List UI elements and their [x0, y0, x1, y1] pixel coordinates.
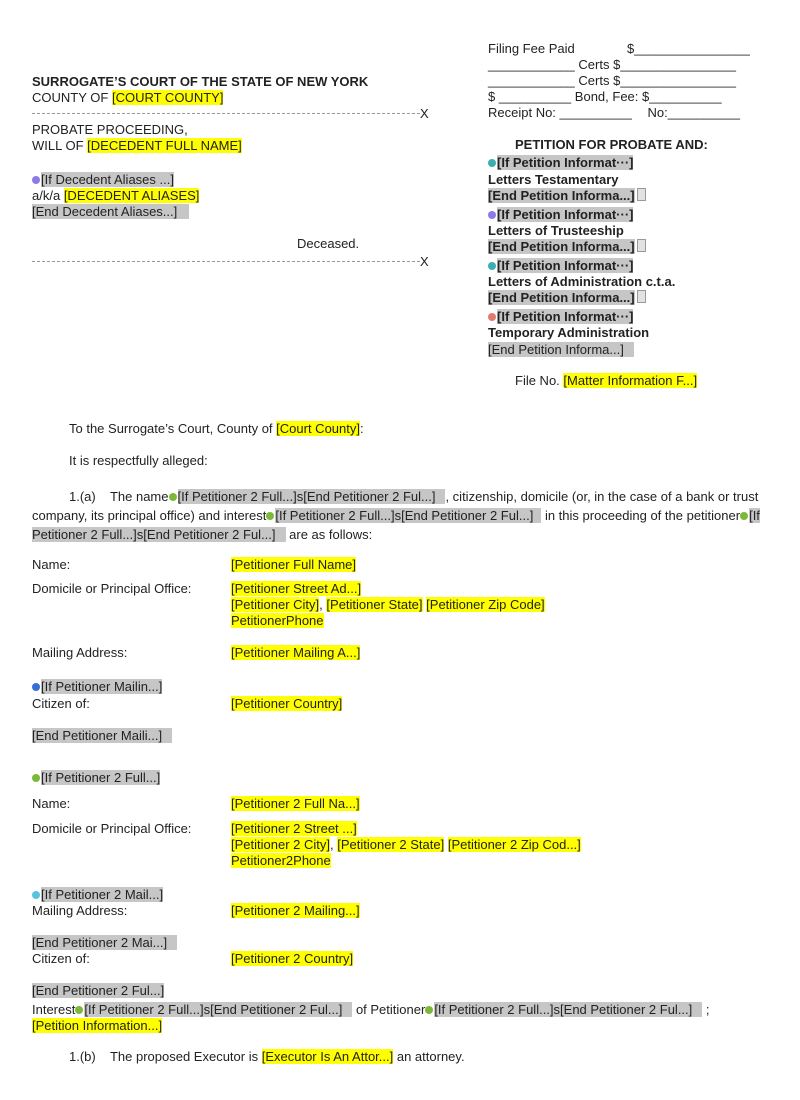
- end-petitioner2-full-line: [End Petitioner 2 Ful...]: [32, 983, 165, 998]
- fee-line-filing-amount: $________________: [627, 41, 750, 56]
- letters-administration: Letters of Administration c.t.a.: [488, 274, 676, 289]
- name-label-2: Name:: [32, 796, 71, 811]
- temporary-administration: Temporary Administration: [488, 325, 650, 340]
- aka-line: a/k/a [DECEDENT ALIASES]: [32, 188, 200, 203]
- letters-testamentary: Letters Testamentary: [488, 172, 619, 187]
- will-of-line: WILL OF [DECEDENT FULL NAME]: [32, 138, 242, 153]
- to-court-line: To the Surrogate’s Court, County of [Court County]:: [69, 421, 364, 436]
- petition-heading: PETITION FOR PROBATE AND:: [515, 137, 708, 152]
- decedent-aliases-field[interactable]: [DECEDENT ALIASES]: [63, 188, 200, 203]
- petition-information-line: [32, 1018, 162, 1034]
- paragraph-1b: 1.(b) The proposed Executor is [Executor Is An Attor...] an attorney.: [69, 1049, 465, 1064]
- mailing-label: Mailing Address:: [32, 645, 128, 660]
- if-petition-info-3: [If Petition Informat···]: [488, 258, 633, 274]
- caption-x-top: X: [420, 106, 429, 121]
- end-petition-info-4: [End Petition Informa...]: [488, 342, 634, 358]
- caption-x-bottom: X: [420, 254, 429, 269]
- end-petition-info-1: [End Petition Informa...]: [488, 188, 646, 204]
- petitioner-state-field[interactable]: [Petitioner State]: [326, 597, 423, 612]
- condition-dot-icon: [32, 683, 40, 691]
- alleged-line: It is respectfully alleged:: [69, 453, 208, 468]
- if-petitioner-mailing-line: [If Petitioner Mailin...]: [32, 679, 162, 695]
- fee-line-bond: $ __________ Bond, Fee: $__________: [488, 89, 722, 104]
- citizen-label-2: Citizen of:: [32, 951, 90, 966]
- if-petitioner2-line: [If Petitioner 2 Full...]: [32, 770, 160, 786]
- executor-attorney-field[interactable]: [Executor Is An Attor...]: [261, 1049, 394, 1064]
- petitioner-mailing-field: [Petitioner Mailing A...]: [231, 645, 361, 660]
- condition-dot-icon: [169, 493, 177, 501]
- name-label: Name:: [32, 557, 71, 572]
- if-petition-info-4: [If Petition Informat···]: [488, 309, 633, 325]
- fee-line-certs-2: ____________ Certs $________________: [488, 73, 736, 88]
- petitioner2-mailing-field: [Petitioner 2 Mailing...]: [231, 903, 360, 918]
- caption-rule-top: [32, 113, 420, 114]
- end-aliases-field[interactable]: [End Decedent Aliases...]: [32, 204, 178, 219]
- petitioner2-full-name-field: [Petitioner 2 Full Na...]: [231, 796, 360, 811]
- condition-dot-icon: [32, 774, 40, 782]
- condition-dot-icon: [740, 512, 748, 520]
- domicile-label-2: Domicile or Principal Office:: [32, 821, 192, 836]
- petitioner2-country-field: [Petitioner 2 Country]: [231, 951, 354, 966]
- petitioner2-city-state-zip: [Petitioner 2 City], [Petitioner 2 State] [Petitioner 2 Zip Cod...]: [231, 837, 581, 852]
- condition-dot-icon: [488, 313, 496, 321]
- petitioner2-phone-field: Petitioner2Phone: [231, 853, 331, 868]
- condition-dot-icon: [266, 512, 274, 520]
- paragraph-1a: 1.(a) The name [If Petitioner 2 Full...]s[End Petitioner 2 Ful...] , citizenship, domicile (or, in the case of a bank or trust company, its principal office) and interest [If Petitioner 2 Full...]s[End Petitioner 2 Ful...] in this proceeding of the petitioner [If Petitioner 2 Full...]s[End Petitioner 2 Ful...] are as follows:: [32, 489, 760, 542]
- petitioner2-city-field[interactable]: [Petitioner 2 City]: [231, 837, 330, 852]
- citizen-label: Citizen of:: [32, 696, 90, 711]
- end-petition-info-2: [End Petition Informa...]: [488, 239, 646, 255]
- condition-dot-icon: [425, 1006, 433, 1014]
- condition-dot-icon: [488, 262, 496, 270]
- filing-fee-label: Filing Fee Paid: [488, 41, 575, 56]
- petitioner-street-field: [Petitioner Street Ad...]: [231, 581, 362, 596]
- fee-line-filing: [488, 41, 575, 57]
- probate-proceeding: PROBATE PROCEEDING,: [32, 122, 188, 137]
- if-petition-info-2: [If Petition Informat···]: [488, 207, 633, 223]
- checkbox-icon: [637, 188, 646, 201]
- letters-trusteeship: Letters of Trusteeship: [488, 223, 624, 238]
- if-aliases-field[interactable]: [If Decedent Aliases ...]: [41, 172, 174, 187]
- petitioner-city-field[interactable]: [Petitioner City]: [231, 597, 320, 612]
- petition-information-field[interactable]: [Petition Information...]: [32, 1018, 163, 1033]
- end-petition-info-3: [End Petition Informa...]: [488, 290, 646, 306]
- fee-line-receipt: Receipt No: __________ No:__________: [488, 105, 741, 120]
- checkbox-icon: [637, 290, 646, 303]
- petitioner2-state-field[interactable]: [Petitioner 2 State]: [337, 837, 445, 852]
- condition-dot-icon: [32, 176, 40, 184]
- condition-dot-icon: [488, 211, 496, 219]
- petitioner-phone-field: PetitionerPhone: [231, 613, 324, 628]
- end-petitioner2-mail-line: [End Petitioner 2 Mai...]: [32, 935, 177, 951]
- petitioner2-zip-field[interactable]: [Petitioner 2 Zip Cod...]: [447, 837, 581, 852]
- petitioner-zip-field[interactable]: [Petitioner Zip Code]: [426, 597, 545, 612]
- court-county-field[interactable]: [COURT COUNTY]: [111, 90, 224, 105]
- fee-line-certs-1: ____________ Certs $________________: [488, 57, 736, 72]
- decedent-name-field[interactable]: [DECEDENT FULL NAME]: [87, 138, 242, 153]
- petitioner-city-state-zip: [Petitioner City], [Petitioner State] [Petitioner Zip Code]: [231, 597, 545, 612]
- end-aliases-line: [32, 204, 189, 220]
- deceased-label: Deceased.: [297, 236, 360, 251]
- petitioner2-street-field: [Petitioner 2 Street ...]: [231, 821, 357, 836]
- if-petition-info-1: [If Petition Informat···]: [488, 155, 633, 171]
- court-title: SURROGATE’S COURT OF THE STATE OF NEW YORK: [32, 74, 369, 89]
- court-county-field-2[interactable]: [Court County]: [276, 421, 360, 436]
- condition-dot-icon: [488, 159, 496, 167]
- if-petitioner2-mail-line: [If Petitioner 2 Mail...]: [32, 887, 163, 903]
- condition-dot-icon: [75, 1006, 83, 1014]
- petitioner-full-name-field: [Petitioner Full Name]: [231, 557, 356, 572]
- end-petitioner-mailing-line: [End Petitioner Maili...]: [32, 728, 172, 744]
- file-no-line: File No. [Matter Information F...]: [515, 373, 698, 388]
- mailing-label-2: Mailing Address:: [32, 903, 128, 918]
- domicile-label: Domicile or Principal Office:: [32, 581, 192, 596]
- county-line: COUNTY OF [COURT COUNTY]: [32, 90, 224, 105]
- caption-rule-bottom: [32, 261, 420, 262]
- petitioner-country-field: [Petitioner Country]: [231, 696, 343, 711]
- interest-line: Interest [If Petitioner 2 Full...]s[End Petitioner 2 Ful...] of Petitioner [If Petitioner 2 Full...]s[End Petitioner 2 Ful...] ;: [32, 1002, 710, 1017]
- if-aliases-line: [32, 172, 174, 188]
- checkbox-icon: [637, 239, 646, 252]
- condition-dot-icon: [32, 891, 40, 899]
- file-no-field[interactable]: [Matter Information F...]: [563, 373, 698, 388]
